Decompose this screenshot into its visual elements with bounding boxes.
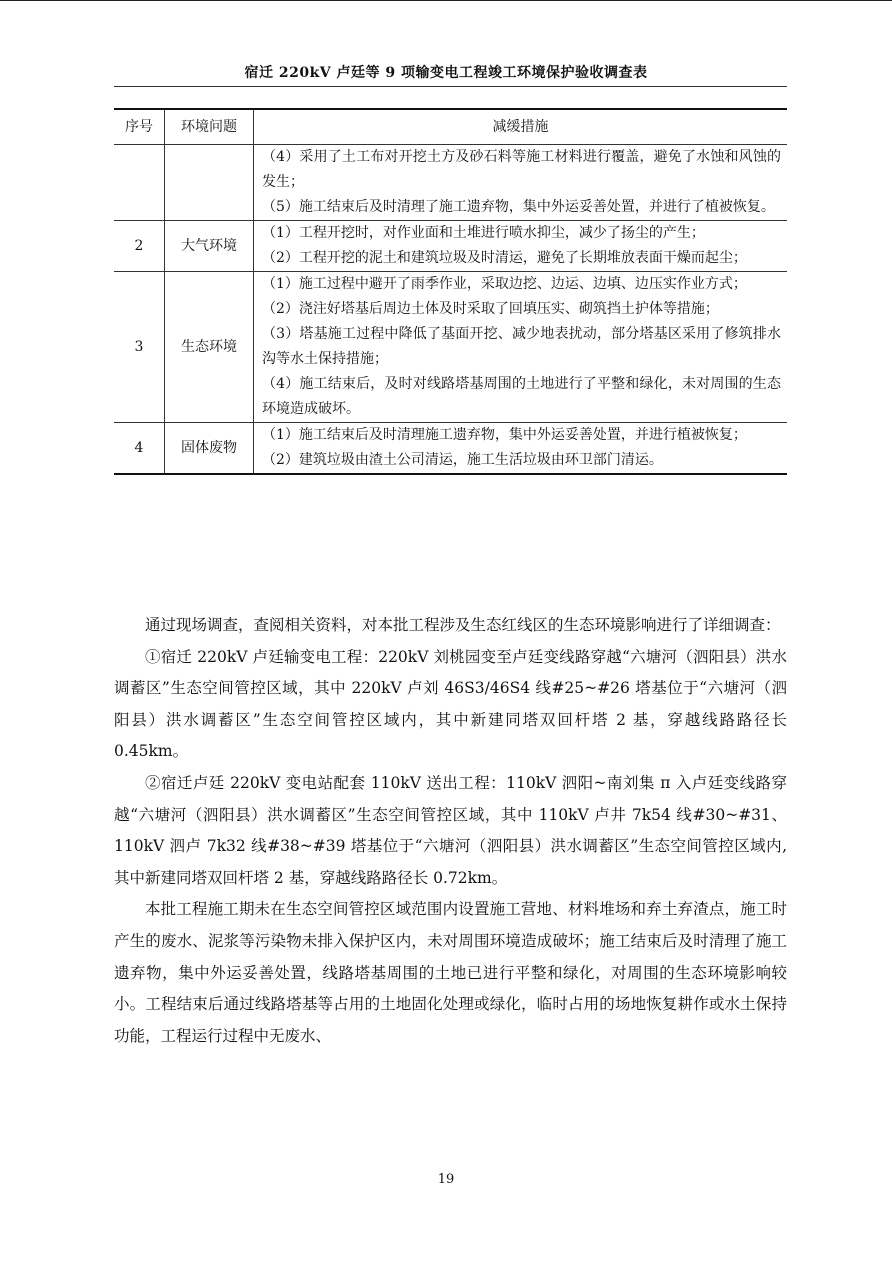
measure-item: （1）施工过程中避开了雨季作业，采取边挖、边运、边填、边压实作业方式； bbox=[262, 276, 747, 292]
row-number: 3 bbox=[114, 272, 165, 423]
row-number bbox=[114, 145, 165, 221]
measure-item: （2）浇注好塔基后周边土体及时采取了回填压实、砌筑挡土护体等措施； bbox=[262, 301, 719, 317]
row-measures bbox=[254, 423, 788, 475]
row-number: 2 bbox=[114, 221, 165, 272]
table-row bbox=[114, 272, 787, 423]
measure-item: （3）塔基施工过程中降低了基面开挖、减少地表扰动，部分塔基区采用了修筑排水沟等水土保持措施； bbox=[262, 326, 781, 367]
header-rule bbox=[114, 86, 787, 87]
table-row bbox=[114, 221, 787, 272]
page-number: 19 bbox=[437, 1172, 455, 1187]
running-header-title: 宿迁 220kV 卢廷等 9 项输变电工程竣工环境保护验收调查表 bbox=[244, 65, 648, 81]
paragraph-intro: 通过现场调查，查阅相关资料，对本批工程涉及生态红线区的生态环境影响进行了详细调查： bbox=[145, 616, 781, 634]
table-header-row bbox=[114, 109, 787, 145]
row-measures bbox=[254, 221, 788, 272]
measure-item: （4）施工结束后，及时对线路塔基周围的土地进行了平整和绿化，未对周围的生态环境造成破坏。 bbox=[262, 376, 781, 417]
row-issue: 固体废物 bbox=[165, 423, 254, 475]
row-number: 4 bbox=[114, 423, 165, 475]
page-top-border bbox=[0, 0, 892, 1]
paragraph-project-1: ①宿迁 220kV 卢廷输变电工程：220kV 刘桃园变至卢廷变线路穿越“六塘河（泗阳县）洪水调蓄区”生态空间管控区域，其中 220kV 卢刘 46S3/46S4 线#25~#26 塔基位于“六塘河（泗阳县）洪水调蓄区”生态空间管控区域内，其中新建同塔双回杆塔 2 基，穿越线路路径长 0.45km。 bbox=[114, 647, 787, 761]
measure-item: （5）施工结束后及时清理了施工遗弃物，集中外运妥善处置，并进行了植被恢复。 bbox=[262, 199, 775, 215]
table-row bbox=[114, 145, 787, 221]
paragraph-project-2: ②宿迁卢廷 220kV 变电站配套 110kV 送出工程：110kV 泗阳~南刘集 π 入卢廷变线路穿越“六塘河（泗阳县）洪水调蓄区”生态空间管控区域，其中 110kV 卢井 7k54 线#30~#31、110kV 泗卢 7k32 线#38~#39 塔基位于“六塘河（泗阳县）洪水调蓄区”生态空间管控区域内, 其中新建同塔双回杆塔 2 基，穿越线路路径长 0.72km。 bbox=[114, 773, 787, 887]
row-measures bbox=[254, 272, 788, 423]
body-text bbox=[114, 610, 787, 1052]
measure-item: （1）施工结束后及时清理施工遗弃物，集中外运妥善处置，并进行植被恢复； bbox=[262, 427, 747, 443]
row-issue: 生态环境 bbox=[165, 272, 254, 423]
mitigation-measures-table bbox=[114, 108, 787, 475]
column-header-issue: 环境问题 bbox=[165, 109, 254, 145]
measure-item: （2）工程开挖的泥土和建筑垃圾及时清运，避免了长期堆放表面干燥而起尘； bbox=[262, 250, 747, 266]
column-header-no: 序号 bbox=[114, 109, 165, 145]
measure-item: （2）建筑垃圾由渣土公司清运，施工生活垃圾由环卫部门清运。 bbox=[262, 452, 663, 468]
row-issue bbox=[165, 145, 254, 221]
measure-item: （4）采用了土工布对开挖土方及砂石料等施工材料进行覆盖，避免了水蚀和风蚀的发生； bbox=[262, 149, 781, 190]
table-row bbox=[114, 423, 787, 475]
column-header-measures: 减缓措施 bbox=[254, 109, 788, 145]
measure-item: （1）工程开挖时，对作业面和土堆进行喷水抑尘，减少了扬尘的产生； bbox=[262, 225, 705, 241]
paragraph-summary: 本批工程施工期未在生态空间管控区域范围内设置施工营地、材料堆场和弃土弃渣点，施工时产生的废水、泥浆等污染物未排入保护区内，未对周围环境造成破坏；施工结束后及时清理了施工遗弃物，集中外运妥善处置，线路塔基周围的土地已进行平整和绿化，对周围的生态环境影响较小。工程结束后通过线路塔基等占用的土地固化处理或绿化，临时占用的场地恢复耕作或水土保持功能，工程运行过程中无废水、 bbox=[114, 900, 787, 1045]
row-measures bbox=[254, 145, 788, 221]
row-issue: 大气环境 bbox=[165, 221, 254, 272]
